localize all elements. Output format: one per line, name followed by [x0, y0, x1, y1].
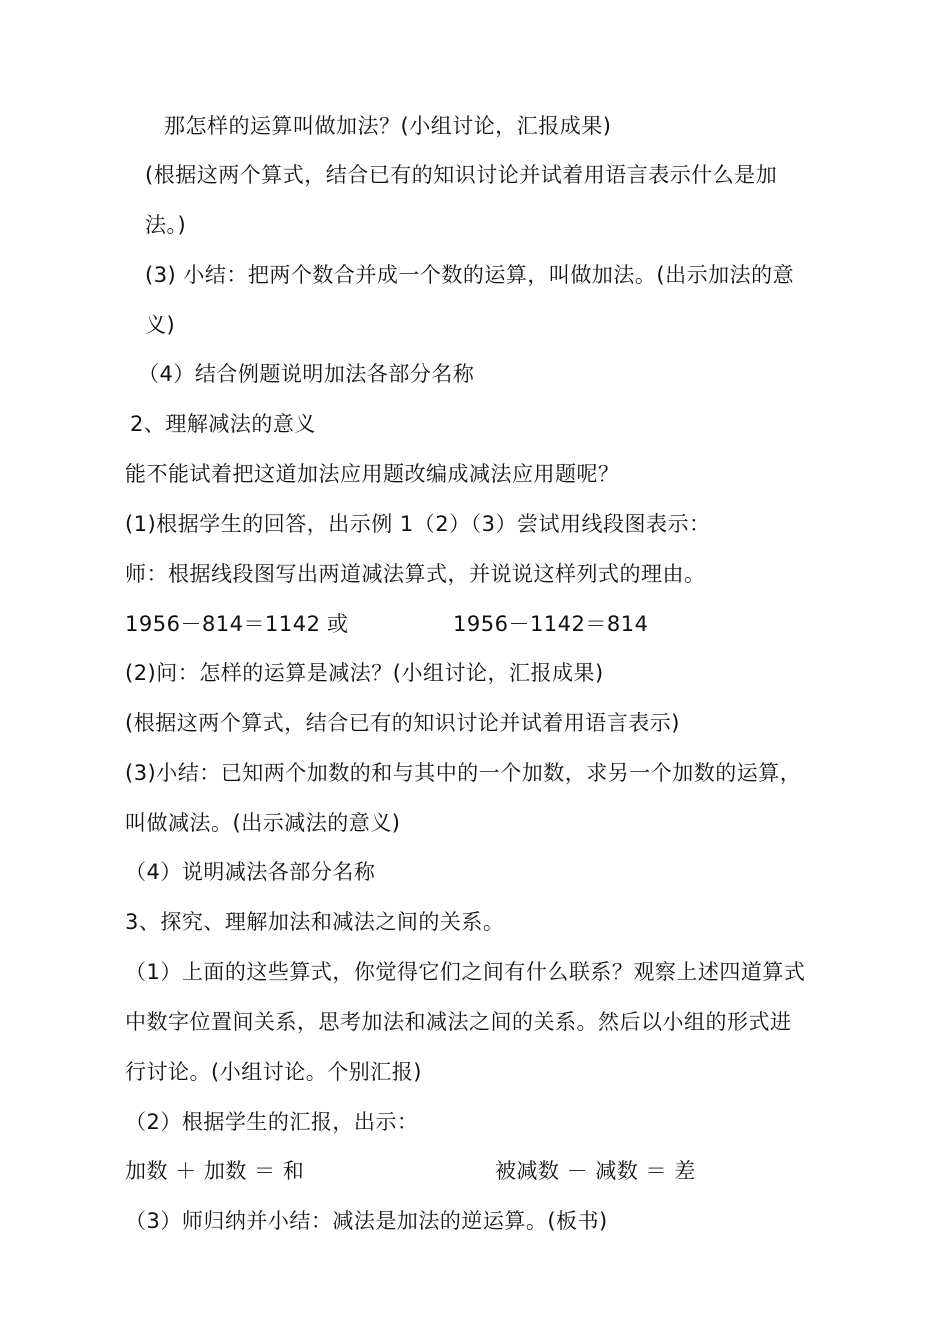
text-line: （4）结合例题说明加法各部分名称	[138, 362, 475, 386]
text-line: (1)根据学生的回答，出示例 1（2）（3）尝试用线段图表示：	[125, 512, 711, 536]
equation-left: 1956－814＝1142	[125, 612, 321, 636]
text-line: （3）师归纳并小结：减法是加法的逆运算。(板书)	[125, 1209, 608, 1233]
addition-formula: 加数 ＋ 加数 ＝ 和	[125, 1159, 305, 1183]
text-line: (3)小结：已知两个加数的和与其中的一个加数，求另一个加数的运算，	[125, 761, 802, 785]
text-line: (2)问：怎样的运算是减法？(小组讨论，汇报成果)	[125, 661, 604, 685]
text-line: （2）根据学生的汇报，出示：	[125, 1110, 419, 1134]
text-line: 行讨论。(小组讨论。个别汇报)	[125, 1060, 422, 1084]
text-line: 义)	[145, 313, 176, 337]
text-line: (3) 小结：把两个数合并成一个数的运算，叫做加法。(出示加法的意	[145, 263, 795, 287]
text-line: 中数字位置间关系，思考加法和减法之间的关系。然后以小组的形式进	[125, 1010, 792, 1034]
text-line: （1）上面的这些算式，你觉得它们之间有什么联系？观察上述四道算式	[125, 960, 806, 984]
equation-connector: 或	[327, 612, 349, 636]
equation-right: 1956－1142＝814	[453, 612, 649, 636]
text-line: 那怎样的运算叫做加法？(小组讨论，汇报成果)	[164, 114, 612, 138]
text-line: （4）说明减法各部分名称	[125, 860, 376, 884]
text-line: 叫做减法。(出示减法的意义)	[125, 811, 401, 835]
section-heading: 3、探究、理解加法和减法之间的关系。	[125, 910, 505, 934]
text-line: 法。)	[145, 213, 187, 237]
section-heading: 2、理解减法的意义	[130, 412, 316, 436]
subtraction-formula: 被减数 － 减数 ＝ 差	[495, 1159, 696, 1183]
text-line: (根据这两个算式，结合已有的知识讨论并试着用语言表示什么是加	[145, 163, 778, 187]
text-line: 师：根据线段图写出两道减法算式，并说说这样列式的理由。	[125, 562, 706, 586]
text-line: (根据这两个算式，结合已有的知识讨论并试着用语言表示)	[125, 711, 680, 735]
text-line: 能不能试着把这道加法应用题改编成减法应用题呢？	[125, 462, 620, 486]
